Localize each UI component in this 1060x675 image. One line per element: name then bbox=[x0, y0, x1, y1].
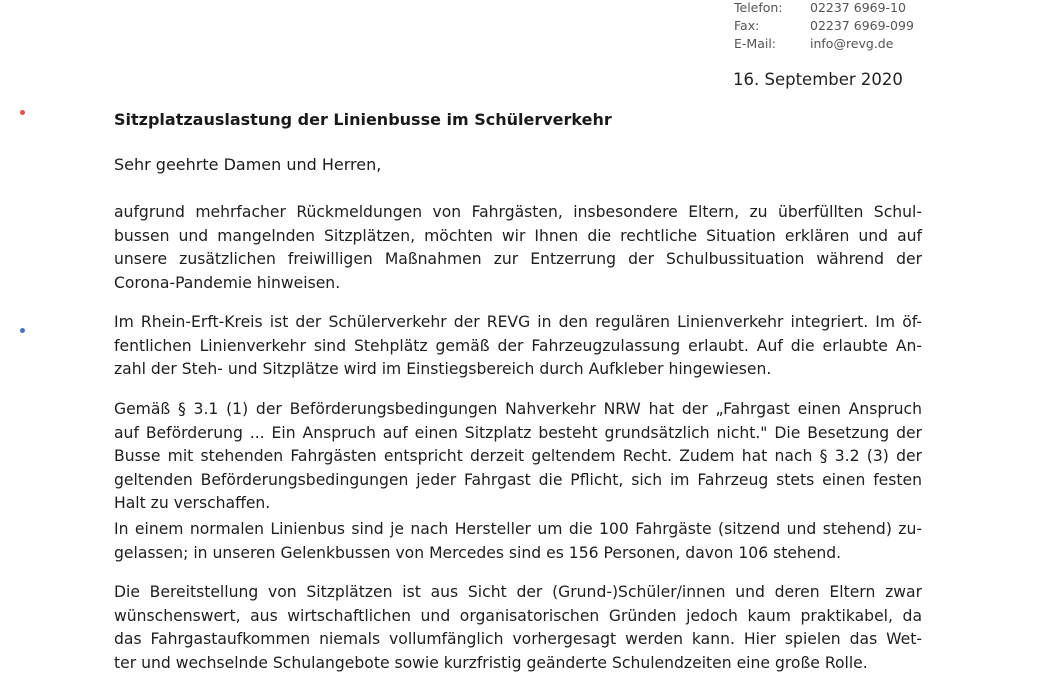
hole-punch-mark bbox=[20, 328, 25, 333]
hole-punch-mark bbox=[20, 110, 25, 115]
text-line: Busse mit stehenden Fahrgästen entspricht derzeit geltendem Recht. Zudem hat nach § 3.2 (3) der bbox=[114, 447, 922, 465]
text-line: auf Beförderung ... Ein Anspruch auf einen Sitzplatz besteht grundsätzlich nicht." Die Besetzung der bbox=[114, 423, 922, 442]
text-line: In einem normalen Linienbus sind je nach Hersteller um die 100 Fahrgäste (sitzend und stehend) zu- bbox=[114, 520, 922, 538]
text-line: bussen und mangelnden Sitzplätzen, möchten wir Ihnen die rechtliche Situation erklären und auf bbox=[114, 226, 922, 245]
body-paragraph bbox=[114, 311, 922, 382]
text-line: wünschenswert, aus wirtschaftlichen und organisatorischen Gründen jedoch kaum praktikabel, da bbox=[114, 606, 922, 625]
body-paragraph bbox=[114, 398, 922, 516]
letter-subject: Sitzplatzauslastung der Linienbusse im Schülerverkehr bbox=[114, 110, 612, 129]
body-paragraph bbox=[114, 581, 922, 675]
contact-label: Fax: bbox=[734, 18, 760, 33]
text-line: Gemäß § 3.1 (1) der Beförderungsbedingungen Nahverkehr NRW hat der „Fahrgast einen Anspruch bbox=[114, 400, 922, 418]
text-line: gelassen; in unseren Gelenkbussen von Mercedes sind es 156 Personen, davon 106 stehend. bbox=[114, 543, 842, 562]
contact-label: E-Mail: bbox=[734, 36, 777, 51]
text-line: Die Bereitstellung von Sitzplätzen ist aus Sicht der (Grund-)Schüler/innen und deren Eltern zwar bbox=[114, 583, 922, 601]
contact-label: Telefon: bbox=[734, 0, 783, 15]
text-line: fentlichen Linienverkehr sind Stehplätz gemäß der Fahrzeugzulassung erlaubt. Auf die erlaubte An- bbox=[114, 336, 922, 355]
text-line: Im Rhein-Erft-Kreis ist der Schülerverkehr der REVG in den regulären Linienverkehr integriert. Im öf- bbox=[114, 313, 922, 331]
text-line: Halt zu verschaffen. bbox=[114, 494, 271, 512]
text-line: unsere zusätzlichen freiwilligen Maßnahmen zur Entzerrung der Schulbussituation während der bbox=[114, 250, 922, 268]
text-line: zahl der Steh- und Sitzplätze wird im Einstiegsbereich durch Aufkleber hingewiesen. bbox=[114, 360, 772, 378]
text-line: das Fahrgastaufkommen niemals vollumfänglich vorhergesagt werden kann. Hier spielen das Wet- bbox=[114, 630, 922, 648]
contact-value: 02237 6969-099 bbox=[810, 18, 914, 33]
body-paragraph bbox=[114, 518, 922, 565]
text-line: ter und wechselnde Schulangebote sowie kurzfristig geänderte Schulendzeiten eine große Rolle. bbox=[114, 653, 868, 672]
contact-value: 02237 6969-10 bbox=[810, 0, 906, 15]
body-paragraph bbox=[114, 201, 922, 295]
letter-date: 16. September 2020 bbox=[733, 70, 903, 89]
contact-value: info@revg.de bbox=[810, 36, 894, 51]
letter-salutation: Sehr geehrte Damen und Herren, bbox=[114, 155, 382, 174]
text-line: geltenden Beförderungsbedingungen jeder Fahrgast die Pflicht, sich im Fahrzeug stets einen festen bbox=[114, 470, 922, 489]
text-line: aufgrund mehrfacher Rückmeldungen von Fahrgästen, insbesondere Eltern, zu überfüllten Schul- bbox=[114, 203, 922, 221]
text-line: Corona-Pandemie hinweisen. bbox=[114, 273, 341, 292]
